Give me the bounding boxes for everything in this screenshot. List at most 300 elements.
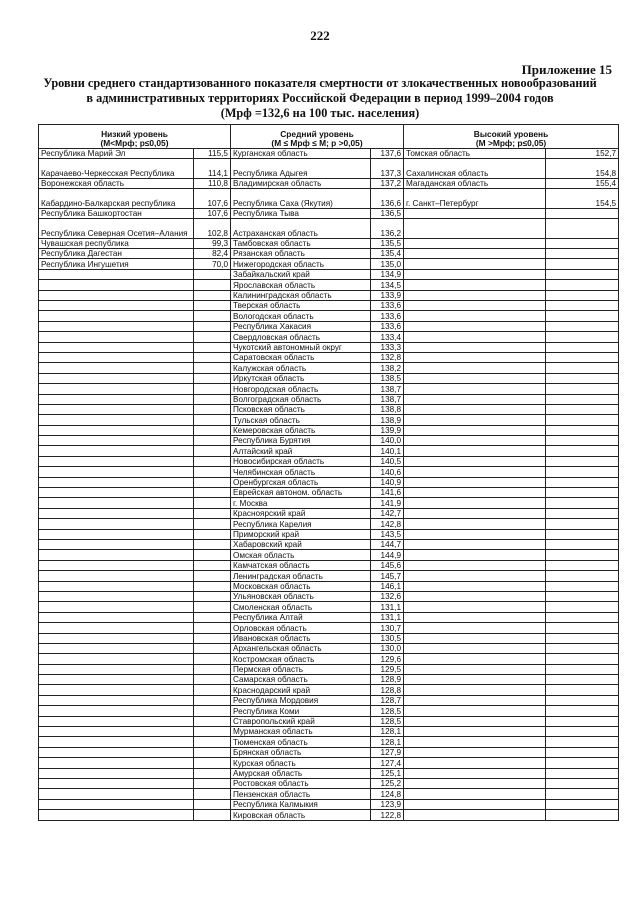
low-value-cell (194, 560, 231, 570)
table-row (39, 664, 619, 674)
table-row (39, 149, 619, 159)
mid-region-cell: Курская область (231, 758, 371, 768)
mid-value-cell: 133,4 (371, 332, 404, 342)
low-region-cell (39, 394, 194, 404)
mid-region-cell: Брянская область (231, 747, 371, 757)
high-value-cell (546, 477, 619, 487)
low-value-cell (194, 737, 231, 747)
mid-region-cell: Саратовская область (231, 352, 371, 362)
high-value-cell (546, 384, 619, 394)
table-row (39, 685, 619, 695)
high-value-cell (546, 695, 619, 705)
low-value-cell (194, 477, 231, 487)
mid-region-cell: Камчатская область (231, 560, 371, 570)
low-region-cell (39, 591, 194, 601)
mid-value-cell: 128,5 (371, 706, 404, 716)
mid-region-cell: Республика Саха (Якутия) (231, 189, 371, 209)
table-row (39, 208, 619, 218)
high-value-cell (546, 332, 619, 342)
mid-region-cell: Еврейская автоном. область (231, 488, 371, 498)
table-row (39, 519, 619, 529)
high-value-cell (546, 238, 619, 248)
mid-region-cell: Пензенская область (231, 789, 371, 799)
mid-value-cell: 140,6 (371, 467, 404, 477)
high-value-cell (546, 321, 619, 331)
high-region-cell (404, 581, 546, 591)
high-value-cell (546, 425, 619, 435)
high-value-cell (546, 550, 619, 560)
low-region-cell (39, 706, 194, 716)
table-header-row (39, 125, 619, 149)
mid-region-cell: Новгородская область (231, 384, 371, 394)
low-value-cell (194, 540, 231, 550)
high-region-cell (404, 456, 546, 466)
high-value-cell: 155,4 (546, 178, 619, 188)
mid-region-cell: Ульяновская область (231, 591, 371, 601)
mid-value-cell: 131,1 (371, 602, 404, 612)
low-value-cell (194, 789, 231, 799)
high-value-cell (546, 519, 619, 529)
low-value-cell (194, 778, 231, 788)
low-value-cell (194, 581, 231, 591)
low-region-cell (39, 685, 194, 695)
high-value-cell (546, 778, 619, 788)
high-region-cell (404, 789, 546, 799)
low-value-cell (194, 529, 231, 539)
mid-region-cell: Тульская область (231, 415, 371, 425)
table-row (39, 159, 619, 179)
high-value-cell (546, 352, 619, 362)
low-value-cell (194, 498, 231, 508)
high-value-cell (546, 758, 619, 768)
low-value-cell (194, 311, 231, 321)
low-value-cell (194, 716, 231, 726)
table-row (39, 219, 619, 239)
high-value-cell (546, 446, 619, 456)
high-value-cell (546, 342, 619, 352)
table-row (39, 706, 619, 716)
mid-value-cell: 137,2 (371, 178, 404, 188)
high-value-cell (546, 654, 619, 664)
high-region-cell (404, 373, 546, 383)
high-region-cell (404, 238, 546, 248)
high-value-cell (546, 404, 619, 414)
high-value-cell (546, 747, 619, 757)
high-value-cell (546, 789, 619, 799)
low-region-cell (39, 404, 194, 414)
table-row (39, 737, 619, 747)
low-region-cell (39, 602, 194, 612)
low-value-cell (194, 768, 231, 778)
table-row (39, 810, 619, 820)
table-row (39, 290, 619, 300)
high-value-cell (546, 727, 619, 737)
header-high-title: Высокий уровень (473, 129, 549, 139)
mid-value-cell: 144,7 (371, 540, 404, 550)
low-region-cell (39, 727, 194, 737)
document-title (40, 76, 600, 121)
table-row (39, 425, 619, 435)
mid-value-cell: 133,6 (371, 311, 404, 321)
low-value-cell (194, 404, 231, 414)
page-number: 222 (310, 28, 330, 43)
mid-region-cell: Иркутская область (231, 373, 371, 383)
low-region-cell (39, 633, 194, 643)
high-region-cell: Магаданская область (404, 178, 546, 188)
low-region-cell (39, 778, 194, 788)
mid-region-cell: Красноярский край (231, 508, 371, 518)
header-high-condition: (М >Мрф; p≤0,05) (475, 138, 547, 148)
low-region-cell (39, 695, 194, 705)
low-region-cell (39, 280, 194, 290)
high-value-cell (546, 643, 619, 653)
table-row (39, 498, 619, 508)
mid-value-cell: 128,1 (371, 727, 404, 737)
mid-region-cell: Тамбовская область (231, 238, 371, 248)
low-region-cell: Республика Марий Эл (39, 149, 194, 159)
mid-region-cell: Смоленская область (231, 602, 371, 612)
mid-region-cell: Омская область (231, 550, 371, 560)
mid-value-cell: 133,3 (371, 342, 404, 352)
low-value-cell: 70,0 (194, 259, 231, 269)
table-row (39, 508, 619, 518)
low-value-cell (194, 685, 231, 695)
high-value-cell (546, 249, 619, 259)
mid-region-cell: Пермская область (231, 664, 371, 674)
mid-region-cell: Астраханская область (231, 219, 371, 239)
mid-value-cell: 125,1 (371, 768, 404, 778)
low-value-cell (194, 436, 231, 446)
high-region-cell (404, 654, 546, 664)
low-region-cell (39, 643, 194, 653)
mid-value-cell: 122,8 (371, 810, 404, 820)
mid-value-cell: 130,5 (371, 633, 404, 643)
high-region-cell (404, 508, 546, 518)
mid-value-cell: 137,3 (371, 159, 404, 179)
low-region-cell (39, 654, 194, 664)
table-row (39, 758, 619, 768)
low-value-cell (194, 519, 231, 529)
table-row (39, 456, 619, 466)
mid-value-cell: 128,8 (371, 685, 404, 695)
mid-region-cell: Республика Бурятия (231, 436, 371, 446)
low-region-cell (39, 529, 194, 539)
mid-value-cell: 135,4 (371, 249, 404, 259)
table-body (39, 149, 619, 821)
low-value-cell: 99,3 (194, 238, 231, 248)
high-value-cell (546, 488, 619, 498)
appendix-label: Приложение 15 (521, 62, 612, 77)
low-region-cell (39, 269, 194, 279)
low-region-cell (39, 467, 194, 477)
low-value-cell: 114,1 (194, 159, 231, 179)
table-row (39, 716, 619, 726)
high-region-cell (404, 716, 546, 726)
mid-region-cell: Курганская область (231, 149, 371, 159)
mid-value-cell: 140,5 (371, 456, 404, 466)
low-region-cell (39, 321, 194, 331)
header-low-level (39, 125, 231, 149)
mid-value-cell: 134,9 (371, 269, 404, 279)
high-value-cell (546, 311, 619, 321)
mid-region-cell: г. Москва (231, 498, 371, 508)
high-value-cell (546, 571, 619, 581)
mid-region-cell: Республика Карелия (231, 519, 371, 529)
high-region-cell (404, 259, 546, 269)
table-row (39, 363, 619, 373)
low-value-cell (194, 321, 231, 331)
high-value-cell (546, 799, 619, 809)
low-value-cell (194, 384, 231, 394)
mid-value-cell: 133,6 (371, 301, 404, 311)
low-region-cell (39, 332, 194, 342)
low-region-cell: Республика Северная Осетия–Алания (39, 219, 194, 239)
low-region-cell (39, 363, 194, 373)
high-value-cell (546, 394, 619, 404)
low-region-cell (39, 415, 194, 425)
high-region-cell (404, 498, 546, 508)
high-region-cell: г. Санкт–Петербург (404, 189, 546, 209)
mid-value-cell: 133,6 (371, 321, 404, 331)
low-region-cell: Кабардино-Балкарская республика (39, 189, 194, 209)
high-region-cell (404, 311, 546, 321)
mid-region-cell: Кировская область (231, 810, 371, 820)
mid-region-cell: Волгоградская область (231, 394, 371, 404)
high-region-cell (404, 810, 546, 820)
low-value-cell (194, 301, 231, 311)
mid-value-cell: 131,1 (371, 612, 404, 622)
high-value-cell (546, 581, 619, 591)
low-region-cell (39, 716, 194, 726)
low-value-cell (194, 467, 231, 477)
mid-value-cell: 141,6 (371, 488, 404, 498)
table-row (39, 602, 619, 612)
mid-value-cell: 127,9 (371, 747, 404, 757)
mid-region-cell: Челябинская область (231, 467, 371, 477)
high-region-cell (404, 706, 546, 716)
high-region-cell (404, 249, 546, 259)
high-region-cell (404, 602, 546, 612)
low-value-cell (194, 727, 231, 737)
table-row (39, 581, 619, 591)
low-region-cell: Республика Дагестан (39, 249, 194, 259)
mid-region-cell: Псковская область (231, 404, 371, 414)
low-region-cell (39, 446, 194, 456)
table-row (39, 789, 619, 799)
mid-value-cell: 129,6 (371, 654, 404, 664)
low-value-cell (194, 550, 231, 560)
mid-value-cell: 146,1 (371, 581, 404, 591)
mid-region-cell: Мурманская область (231, 727, 371, 737)
mid-region-cell: Вологодская область (231, 311, 371, 321)
high-value-cell (546, 716, 619, 726)
mid-value-cell: 124,8 (371, 789, 404, 799)
high-region-cell (404, 415, 546, 425)
table-row (39, 332, 619, 342)
high-region-cell (404, 467, 546, 477)
mid-value-cell: 138,8 (371, 404, 404, 414)
high-region-cell (404, 280, 546, 290)
high-region-cell (404, 758, 546, 768)
high-region-cell (404, 737, 546, 747)
high-region-cell (404, 488, 546, 498)
low-region-cell (39, 540, 194, 550)
mid-value-cell: 140,0 (371, 436, 404, 446)
table-row (39, 591, 619, 601)
mid-region-cell: Алтайский край (231, 446, 371, 456)
mid-value-cell: 135,0 (371, 259, 404, 269)
table-row (39, 727, 619, 737)
table-row (39, 633, 619, 643)
mid-region-cell: Амурская область (231, 768, 371, 778)
table-row (39, 342, 619, 352)
high-region-cell (404, 675, 546, 685)
low-region-cell (39, 747, 194, 757)
table-row (39, 747, 619, 757)
high-region-cell (404, 477, 546, 487)
high-value-cell (546, 280, 619, 290)
table-row (39, 571, 619, 581)
low-value-cell (194, 456, 231, 466)
high-region-cell: Томская область (404, 149, 546, 159)
mid-value-cell: 133,9 (371, 290, 404, 300)
table-row (39, 540, 619, 550)
high-value-cell (546, 259, 619, 269)
low-value-cell (194, 352, 231, 362)
high-value-cell (546, 706, 619, 716)
high-region-cell (404, 560, 546, 570)
high-region-cell (404, 529, 546, 539)
mid-region-cell: Приморский край (231, 529, 371, 539)
mid-region-cell: Республика Адыгея (231, 159, 371, 179)
header-mid-condition: (М ≤ Мрф ≤ М; p >0,05) (271, 138, 363, 148)
low-region-cell (39, 384, 194, 394)
table-row (39, 280, 619, 290)
mid-region-cell: Республика Мордовия (231, 695, 371, 705)
mid-region-cell: Орловская область (231, 623, 371, 633)
table-row (39, 352, 619, 362)
low-region-cell (39, 550, 194, 560)
low-region-cell (39, 612, 194, 622)
low-value-cell (194, 675, 231, 685)
mid-value-cell: 136,5 (371, 208, 404, 218)
high-value-cell (546, 467, 619, 477)
mid-value-cell: 142,8 (371, 519, 404, 529)
high-value-cell (546, 685, 619, 695)
mid-value-cell: 145,6 (371, 560, 404, 570)
high-value-cell (546, 290, 619, 300)
low-region-cell (39, 664, 194, 674)
mid-value-cell: 125,2 (371, 778, 404, 788)
high-value-cell (546, 415, 619, 425)
low-region-cell (39, 519, 194, 529)
high-region-cell (404, 591, 546, 601)
low-region-cell (39, 342, 194, 352)
high-region-cell (404, 446, 546, 456)
table-row (39, 415, 619, 425)
high-region-cell (404, 404, 546, 414)
mid-value-cell: 141,9 (371, 498, 404, 508)
low-region-cell (39, 581, 194, 591)
table-row (39, 560, 619, 570)
table-row (39, 488, 619, 498)
low-value-cell (194, 415, 231, 425)
low-value-cell (194, 643, 231, 653)
mid-region-cell: Нижегородская область (231, 259, 371, 269)
mid-region-cell: Калининградская область (231, 290, 371, 300)
high-value-cell (546, 675, 619, 685)
mid-value-cell: 136,2 (371, 219, 404, 239)
mid-region-cell: Ленинградская область (231, 571, 371, 581)
mid-value-cell: 139,9 (371, 425, 404, 435)
mid-region-cell: Республика Тыва (231, 208, 371, 218)
high-value-cell (546, 436, 619, 446)
high-region-cell (404, 363, 546, 373)
high-value-cell (546, 612, 619, 622)
high-value-cell (546, 373, 619, 383)
mid-value-cell: 123,9 (371, 799, 404, 809)
high-region-cell (404, 321, 546, 331)
mid-region-cell: Свердловская область (231, 332, 371, 342)
mid-value-cell: 142,7 (371, 508, 404, 518)
low-value-cell: 110,8 (194, 178, 231, 188)
low-region-cell (39, 799, 194, 809)
mid-region-cell: Самарская область (231, 675, 371, 685)
mid-value-cell: 130,0 (371, 643, 404, 653)
mid-value-cell: 135,5 (371, 238, 404, 248)
low-region-cell (39, 311, 194, 321)
mid-region-cell: Забайкальский край (231, 269, 371, 279)
low-region-cell (39, 436, 194, 446)
table-row (39, 384, 619, 394)
low-region-cell (39, 789, 194, 799)
high-value-cell (546, 737, 619, 747)
low-region-cell: Республика Ингушетия (39, 259, 194, 269)
low-region-cell (39, 301, 194, 311)
mid-region-cell: Калужская область (231, 363, 371, 373)
high-region-cell (404, 633, 546, 643)
header-mid-title: Средний уровень (280, 129, 354, 139)
table-row (39, 768, 619, 778)
low-region-cell (39, 488, 194, 498)
low-region-cell (39, 560, 194, 570)
mid-region-cell: Краснодарский край (231, 685, 371, 695)
high-region-cell (404, 612, 546, 622)
high-region-cell (404, 384, 546, 394)
mid-region-cell: Республика Хакасия (231, 321, 371, 331)
low-region-cell (39, 352, 194, 362)
high-region-cell (404, 664, 546, 674)
low-region-cell: Чувашская республика (39, 238, 194, 248)
table-row (39, 178, 619, 188)
mid-value-cell: 140,1 (371, 446, 404, 456)
high-value-cell (546, 540, 619, 550)
mid-value-cell: 129,5 (371, 664, 404, 674)
high-region-cell (404, 394, 546, 404)
low-value-cell (194, 363, 231, 373)
low-region-cell (39, 373, 194, 383)
table-row (39, 643, 619, 653)
table-row (39, 404, 619, 414)
mid-region-cell: Московская область (231, 581, 371, 591)
table-row (39, 249, 619, 259)
high-region-cell (404, 778, 546, 788)
high-region-cell (404, 332, 546, 342)
high-region-cell (404, 425, 546, 435)
low-value-cell (194, 342, 231, 352)
mid-value-cell: 127,4 (371, 758, 404, 768)
low-value-cell (194, 446, 231, 456)
